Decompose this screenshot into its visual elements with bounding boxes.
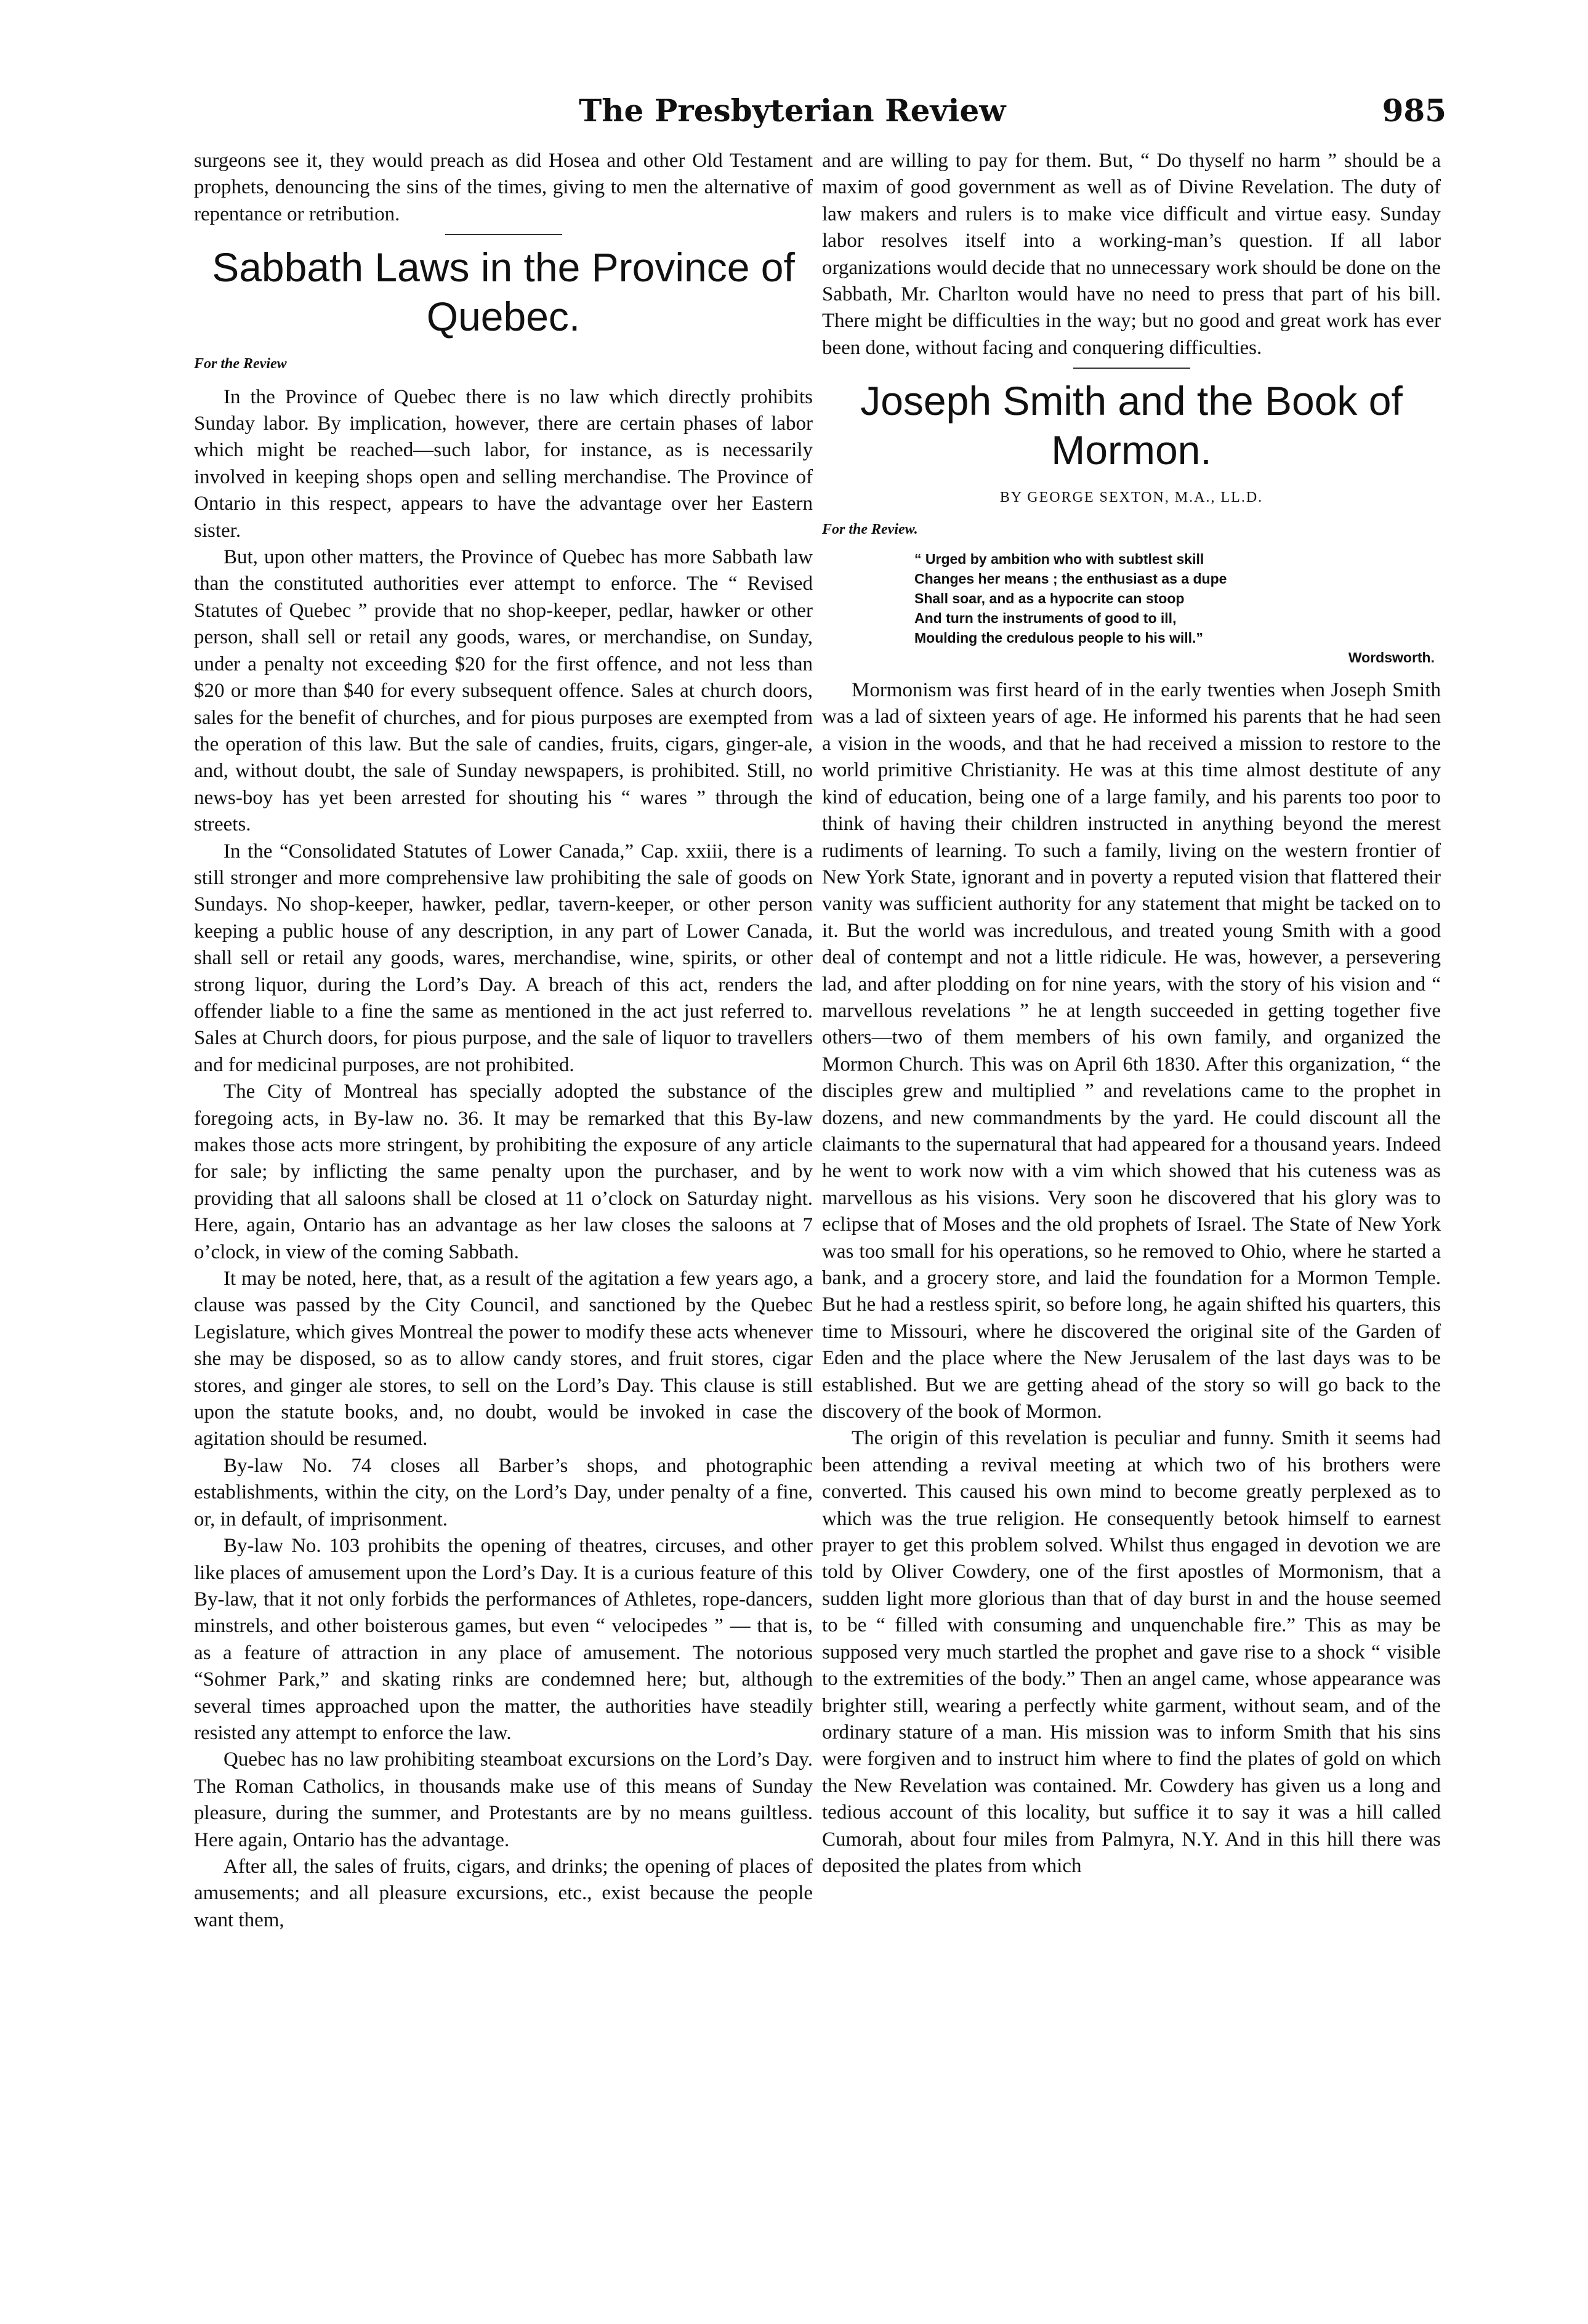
article-paragraph: In the Province of Quebec there is no law which directly prohibits Sunday labor. By implication, however, there are certain phases of labor which might be reached—such labor, for instance, as is necessarily involved in keeping shops open and selling merchandise. The Province of Ontario in this respect, appears to have the advantage over her Eastern sister. [194,385,813,542]
running-head [185,92,1446,129]
epigraph-line: Changes her means ; the enthusiast as a dupe [914,571,1227,587]
section-divider [1073,368,1190,369]
page-number: 985 [1382,92,1446,129]
epigraph-line: “ Urged by ambition who with subtlest skill [914,551,1204,568]
epigraph-line: Shall soar, and as a hypocrite can stoop [914,590,1185,607]
intro-paragraph: surgeons see it, they would preach as did Hosea and other Old Testament prophets, denouncing the sins of the times, giving to men the alternative of repentance or retribution. [194,150,813,225]
epigraph-attribution: Wordsworth. [1348,649,1435,666]
byline-author: BY GEORGE SEXTON, M.A., LL.D. [999,489,1264,506]
byline-source: For the Review. [822,521,918,537]
byline-source: For the Review [194,356,287,372]
article-paragraph: After all, the sales of fruits, cigars, and drinks; the opening of places of amusements; and all pleasure excursions, etc., exist because the people want them, [194,1855,813,1931]
article-title-joseph-smith: Joseph Smith and the Book of Mormon. [860,378,1403,473]
right-column [822,148,1441,1880]
article-paragraph: By-law No. 103 prohibits the opening of theatres, circuses, and other like places of amusement upon the Lord’s Day. It is a curious feature of this By-law, that it not only forbids the performances of Athletes, rope-dancers, minstrels, and other boisterous games, but even “ velocipedes ” — that is, as a feature of attraction in any place of amusement. The notorious “Sohmer Park,” and skating rinks are condemned here; but, although several times approached upon the matter, the authorities have steadily resisted any attempt to enforce the law. [194,1535,813,1744]
article-paragraph: The City of Montreal has specially adopted the substance of the foregoing acts, in By-law no. 36. It may be remarked that this By-law makes those acts more stringent, by prohibiting the exposure of any article for sale; by inflicting the same penalty upon the purchaser, and by providing that all saloons shall be closed at 11 o’clock on Saturday night. Here, again, Ontario has an advantage as her law closes the saloons at 7 o’clock, in view of the coming Sabbath. [194,1080,813,1263]
epigraph-line: Moulding the credulous people to his will.” [914,630,1203,646]
journal-title: The Presbyterian Review [579,92,1006,129]
article-paragraph: Quebec has no law prohibiting steamboat excursions on the Lord’s Day. The Roman Catholics, in thousands make use of this means of Sunday pleasure, during the summer, and Protestants are by no means guiltless. Here again, Ontario has the advantage. [194,1748,813,1851]
article-title-sabbath-laws: Sabbath Laws in the Province of Quebec. [212,244,795,340]
article-paragraph: It may be noted, here, that, as a result of the agitation a few years ago, a clause was passed by the City Council, and sanctioned by the Quebec Legislature, which gives Montreal the power to modify these acts whenever she may be disposed, so as to allow candy stores, and fruit stores, cigar stores, and ginger ale stores, to sell on the Lord’s Day. This clause is still upon the statute books, and, no doubt, would be invoked in case the agitation should be resumed. [194,1268,813,1450]
continuation-paragraph: and are willing to pay for them. But, “ Do thyself no harm ” should be a maxim of good government as well as of Divine Revelation. The duty of law makers and rulers is to make vice difficult and virtue easy. Sunday labor resolves itself into a working-man’s question. If all labor organizations would decide that no unnecessary work should be done on the Sabbath, Mr. Charlton would have no need to press that part of his bill. There might be difficulties in the way; but no good and great work has ever been done, without facing and conquering difficulties. [822,150,1441,359]
epigraph-line: And turn the instruments of good to ill, [914,610,1177,627]
left-column [194,148,813,1934]
article-paragraph: Mormonism was first heard of in the early twenties when Joseph Smith was a lad of sixteen years of age. He informed his parents that he had seen a vision in the woods, and that he had received a mission to restore to the world primitive Christianity. He was at this time almost destitute of any kind of education, being one of a large family, and his parents too poor to think of having their children instructed in anything beyond the merest rudiments of learning. To such a family, living on the western frontier of New York State, ignorant and in poverty a reputed vision that flattered their vanity was sufficient authority for any statement that might be tacked on to it. But the world was incredulous, and treated young Smith with a good deal of contempt and not a little ridicule. He was, however, a persevering lad, and after plodding on for nine years, with the story of his vision and “ marvellous revelations ” he at length succeeded in getting together five others—two of them members of his own family, and organized the Mormon Church. This was on April 6th 1830. After this organization, “ the disciples grew and multiplied ” and revelations came to the prophet in dozens, and new commandments by the yard. He could discount all the claimants to the supernatural that had appeared for a thousand years. Indeed he went to work now with a vim which showed that his cuteness was as marvellous as his visions. Very soon he discovered that his glory was to eclipse that of Moses and the old prophets of Israel. The State of New York was too small for his operations, so he removed to Ohio, where he started a bank, and a grocery store, and laid the foundation for a Mormon Temple. But he had a restless spirit, so before long, he again shifted his quarters, this time to Missouri, where he discovered the original site of the Garden of Eden and the place where the New Jerusalem of the last days was to be established. But we are getting ahead of the story so will go back to the discovery of the book of Mormon. [822,679,1441,1423]
article-paragraph: The origin of this revelation is peculiar and funny. Smith it seems had been attending a revival meeting at which two of his brothers were converted. This caused his own mind to become greatly perplexed as to which was the true religion. He consequently betook himself to earnest prayer to get this problem solved. Whilst thus engaged in devotion we are told by Oliver Cowdery, one of the first apostles of Mormonism, that a sudden light more glorious than that of day burst in and the house seemed to be “ filled with consuming and unquenchable fire.” This as may be supposed very much startled the prophet and gave rise to a shock “ visible to the extremities of the body.” Then an angel came, whose appearance was brighter still, wearing a perfectly white garment, without seam, and of the ordinary stature of a man. His mission was to inform Smith that his sins were forgiven and to instruct him where to find the plates of gold on which the New Revelation was contained. Mr. Cowdery has given us a long and tedious account of this locality, but suffice it to say it was a hill called Cumorah, about four miles from Palmyra, N.Y. And in this hill there was deposited the plates from which [822,1427,1441,1877]
article-paragraph: But, upon other matters, the Province of Quebec has more Sabbath law than the constituted authorities ever attempt to enforce. The “ Revised Statutes of Quebec ” provide that no shop-keeper, pedlar, hawker or other person, shall sell or retail any goods, wares, or merchandise, on Sunday, under a penalty not exceeding $20 for the first offence, and not less than $20 or more than $40 for every subsequent offence. Sales at church doors, sales for the benefit of churches, and for pious purposes are exempted from the operation of this law. But the sale of candies, fruits, cigars, ginger-ale, and, without doubt, the sale of Sunday newspapers, is prohibited. Still, no news-boy has yet been arrested for shouting his “ wares ” through the streets. [194,546,813,836]
epigraph [914,549,1441,667]
article-paragraph: In the “Consolidated Statutes of Lower Canada,” Cap. xxiii, there is a still stronger and more comprehensive law prohibiting the sale of goods on Sundays. No shop-keeper, hawker, pedlar, tavern-keeper, or other person keeping a public house of any description, in any part of Lower Canada, shall sell or retail any goods, wares, merchandise, wine, spirits, or other strong liquor, during the Lord’s Day. A breach of this act, renders the offender liable to a fine the same as mentioned in the act just referred to. Sales at Church doors, for pious purpose, and the sale of liquor to travellers and for medicinal purposes, are not prohibited. [194,840,813,1076]
article-paragraph: By-law No. 74 closes all Barber’s shops, and photographic establishments, within the city, on the Lord’s Day, under penalty of a fine, or, in default, of imprisonment. [194,1454,813,1530]
section-divider [445,234,562,235]
